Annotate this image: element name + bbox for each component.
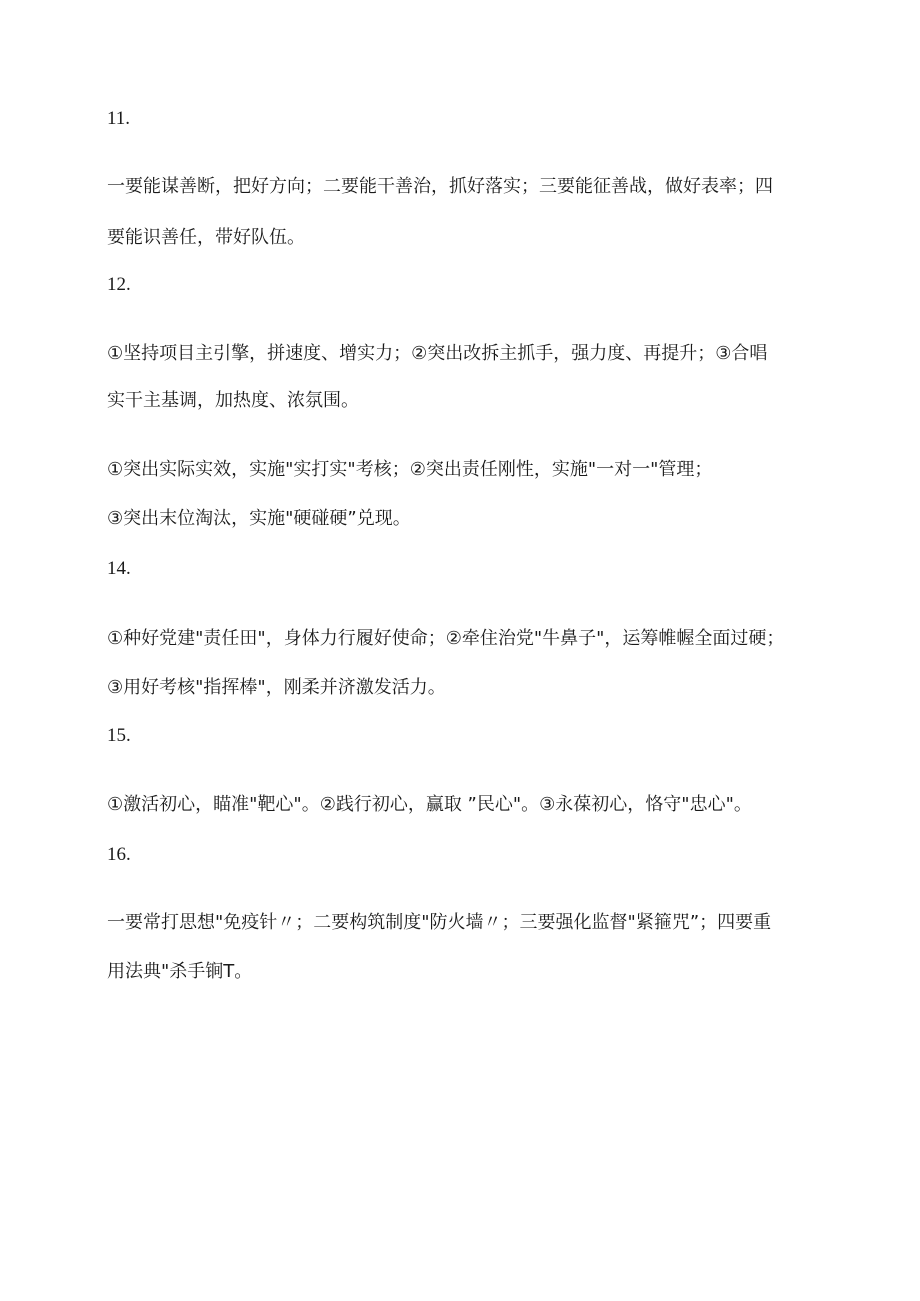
item-12-text-line-2: 实干主基调，加热度、浓氛围。 — [107, 390, 359, 411]
item-14-text-line-2: ③用好考核"指挥棒"，刚柔并济激发活力。 — [107, 677, 446, 698]
item-13-text-line-2: ③突出末位淘汰，实施"硬碰硬”兑现。 — [107, 508, 411, 529]
item-16-text-line-1: 一要常打思想"免疫针〃；二要构筑制度"防火墙〃；三要强化监督"紧箍咒”；四要重 — [107, 912, 772, 933]
item-14-text-line-1: ①种好党建"责任田"，身体力行履好使命；②牵住治党"牛鼻子"，运筹帷幄全面过硬； — [107, 628, 785, 649]
item-13-text-line-1: ①突出实际实效，实施"实打实"考核；②突出责任刚性，实施"一对一"管理； — [107, 459, 713, 480]
item-number-14: 14. — [107, 558, 131, 579]
item-number-15: 15. — [107, 725, 131, 746]
item-number-12: 12. — [107, 274, 131, 295]
item-16-text-line-2: 用法典"杀手锏T。 — [107, 961, 253, 982]
item-number-16: 16. — [107, 844, 131, 865]
item-12-text-line-1: ①坚持项目主引擎，拼速度、增实力；②突出改拆主抓手，强力度、再提升；③合唱 — [107, 343, 768, 364]
item-15-text-line-1: ①激活初心，瞄准"靶心"。②践行初心，赢取 ”民心"。③永葆初心，恪守"忠心"。 — [107, 794, 752, 815]
item-11-text-line-2: 要能识善任，带好队伍。 — [107, 227, 305, 248]
item-11-text-line-1: 一要能谋善断，把好方向；二要能干善治，抓好落实；三要能征善战，做好表率；四 — [107, 176, 773, 197]
item-number-11: 11. — [107, 108, 131, 129]
